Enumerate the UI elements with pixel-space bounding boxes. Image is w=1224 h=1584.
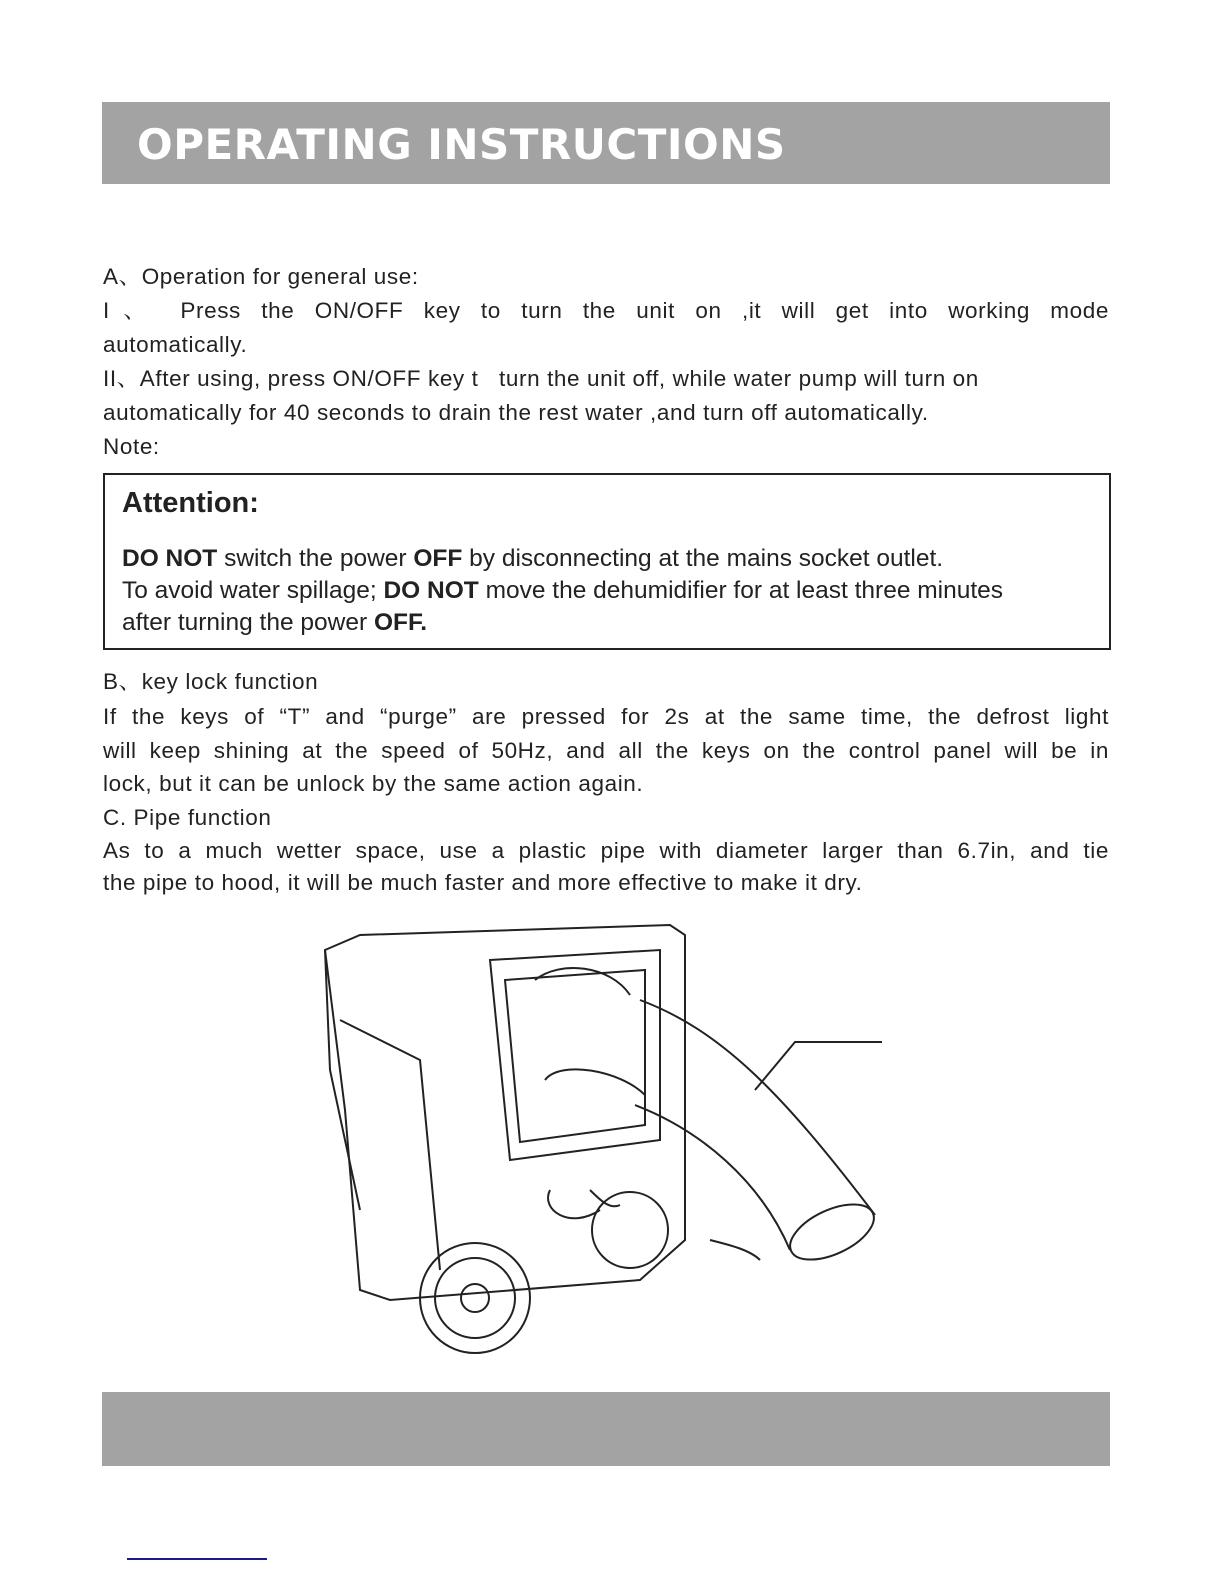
note-label: Note: (103, 434, 160, 459)
text: To avoid water spillage; (122, 577, 384, 604)
header-bar (102, 102, 1110, 184)
section-a-item1: I、 Press the ON/OFF key to turn the unit on ,it will get into working mode (103, 298, 1109, 323)
section-c-heading: C. Pipe function (103, 805, 272, 830)
attention-box (103, 473, 1111, 650)
attention-line-3 (122, 609, 427, 637)
text: move the dehumidifier for at least three minutes (478, 577, 1004, 604)
section-c-line: As to a much wetter space, use a plastic pipe with diameter larger than 6.7in, and tie (103, 838, 1109, 863)
section-b-heading: B、key lock function (103, 669, 319, 694)
dehumidifier-pipe-illustration (300, 910, 900, 1390)
text: switch the power (217, 545, 414, 572)
section-a-item2: II、After using, press ON/OFF key t turn the unit off, while water pump will turn on (103, 366, 979, 391)
section-a-item1-cont: automatically. (103, 332, 248, 357)
emphasis: DO NOT (122, 545, 218, 572)
divider-line (127, 1558, 267, 1560)
text: after turning the power (122, 609, 374, 636)
section-a-heading: A、Operation for general use: (103, 264, 419, 289)
page-title: OPERATING INSTRUCTIONS (137, 120, 786, 169)
emphasis: OFF. (373, 609, 428, 636)
emphasis: DO NOT (383, 577, 479, 604)
section-b-line: lock, but it can be unlock by the same action again. (103, 771, 644, 796)
attention-line-2 (122, 577, 1003, 605)
section-c-line: the pipe to hood, it will be much faster and more effective to make it dry. (103, 870, 863, 895)
emphasis: OFF (413, 545, 463, 572)
attention-title: Attention: (122, 487, 259, 519)
section-b-line: If the keys of “T” and “purge” are pressed for 2s at the same time, the defrost light (103, 704, 1109, 729)
text: by disconnecting at the mains socket outlet. (462, 545, 944, 572)
section-b-line: will keep shining at the speed of 50Hz, and all the keys on the control panel will be in (103, 738, 1109, 763)
section-a-item2-cont: automatically for 40 seconds to drain the rest water ,and turn off automatically. (103, 400, 929, 425)
footer-bar (102, 1392, 1110, 1466)
attention-line-1 (122, 545, 943, 573)
